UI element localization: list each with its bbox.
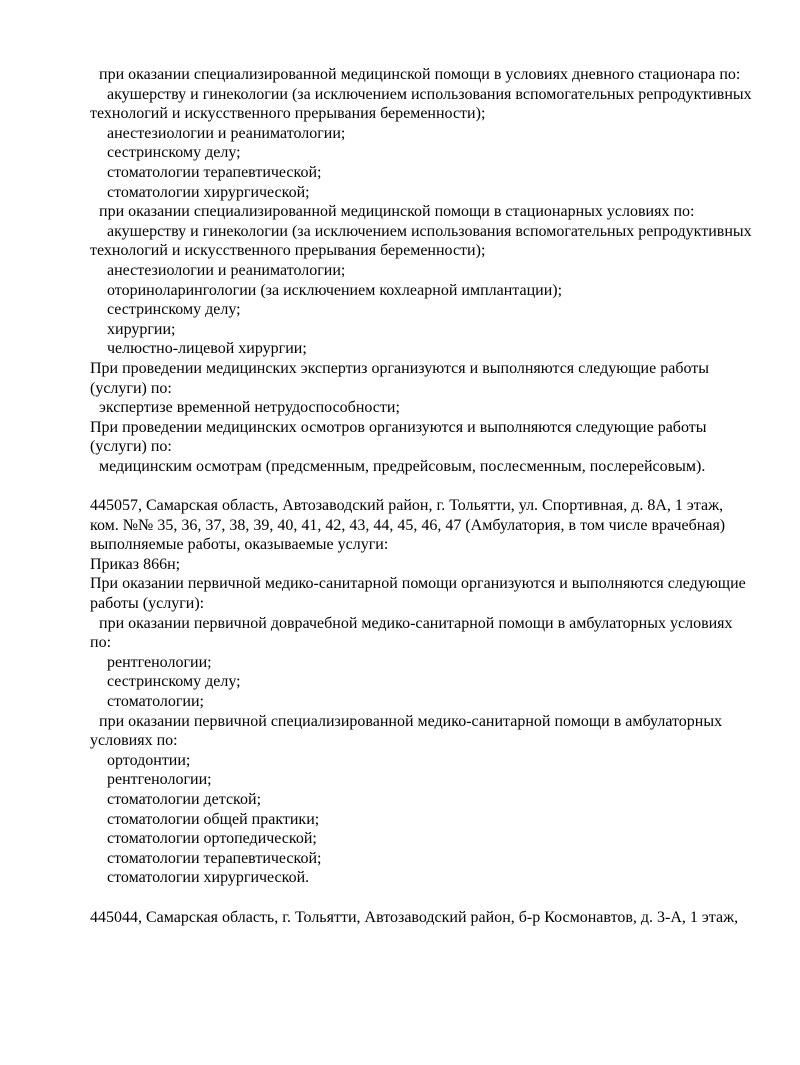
text-line: стоматологии терапевтической;: [107, 849, 322, 867]
text-line: При оказании первичной медико-санитарной помощи организуются и выполняются следующие: [90, 575, 746, 593]
text-line: медицинским осмотрам (предсменным, предрейсовым, послесменным, послерейсовым).: [99, 457, 706, 475]
text-line: 445057, Самарская область, Автозаводский район, г. Тольятти, ул. Спортивная, д. 8А, 1 этаж,: [90, 497, 724, 515]
text-line: Приказ 866н;: [90, 555, 181, 573]
text-line: экспертизе временной нетрудоспособности;: [99, 399, 400, 417]
section-works-services-continued: [90, 65, 764, 476]
text-line: (услуги) по:: [90, 379, 172, 397]
text-line: рентгенологии;: [107, 771, 212, 789]
text-line: стоматологии хирургической.: [107, 869, 310, 887]
text-line: технологий и искусственного прерывания беременности);: [90, 242, 486, 260]
text-line: стоматологии детской;: [107, 790, 262, 808]
text-line: стоматологии терапевтической;: [107, 163, 322, 181]
text-line: анестезиологии и реаниматологии;: [107, 124, 346, 142]
text-line: акушерству и гинекологии (за исключением использования вспомогательных репродуктивных: [107, 222, 752, 240]
text-line: технологий и искусственного прерывания беременности);: [90, 105, 486, 123]
text-line: ортодонтии;: [107, 751, 191, 769]
text-line: работы (услуги):: [90, 595, 205, 613]
text-line: хирургии;: [107, 320, 176, 338]
text-line: челюстно-лицевой хирургии;: [107, 340, 307, 358]
text-line: стоматологии;: [107, 693, 204, 710]
text-line: стоматологии хирургической;: [107, 183, 310, 201]
text-line: 445044, Самарская область, г. Тольятти, Автозаводский район, б-р Космонавтов, д. 3-А, 1 этаж,: [90, 908, 739, 926]
section-address-445044-kosmonavtov: [90, 908, 764, 928]
text-line: акушерству и гинекологии (за исключением использования вспомогательных репродуктивных: [107, 85, 752, 103]
text-line: анестезиологии и реаниматологии;: [107, 261, 346, 279]
text-line: при оказании первичной специализированной медико-санитарной помощи в амбулаторных: [99, 712, 723, 730]
text-line: выполняемые работы, оказываемые услуги:: [90, 536, 389, 554]
text-line: рентгенологии;: [107, 653, 212, 671]
section-address-445057-sportivnaya: [90, 496, 764, 888]
text-line: При проведении медицинских экспертиз организуются и выполняются следующие работы: [90, 359, 709, 377]
text-line: при оказании специализированной медицинской помощи в условиях дневного стационара по:: [99, 66, 741, 83]
text-line: при оказании первичной доврачебной медико-санитарной помощи в амбулаторных условиях: [99, 614, 733, 632]
text-line: при оказании специализированной медицинской помощи в стационарных условиях по:: [99, 203, 695, 221]
text-line: условиях по:: [90, 732, 178, 750]
text-line: сестринскому делу;: [107, 144, 241, 162]
text-line: При проведении медицинских осмотров организуются и выполняются следующие работы: [90, 418, 707, 436]
text-line: оториноларингологии (за исключением кохлеарной имплантации);: [107, 281, 563, 299]
text-line: сестринскому делу;: [107, 673, 241, 691]
text-line: по:: [90, 634, 112, 652]
text-line: стоматологии ортопедической;: [107, 830, 317, 848]
text-line: ком. №№ 35, 36, 37, 38, 39, 40, 41, 42, 43, 44, 45, 46, 47 (Амбулатория, в том числе врачебная): [90, 516, 726, 534]
text-line: сестринскому делу;: [107, 301, 241, 319]
text-line: (услуги) по:: [90, 438, 172, 456]
text-line: стоматологии общей практики;: [107, 810, 320, 828]
